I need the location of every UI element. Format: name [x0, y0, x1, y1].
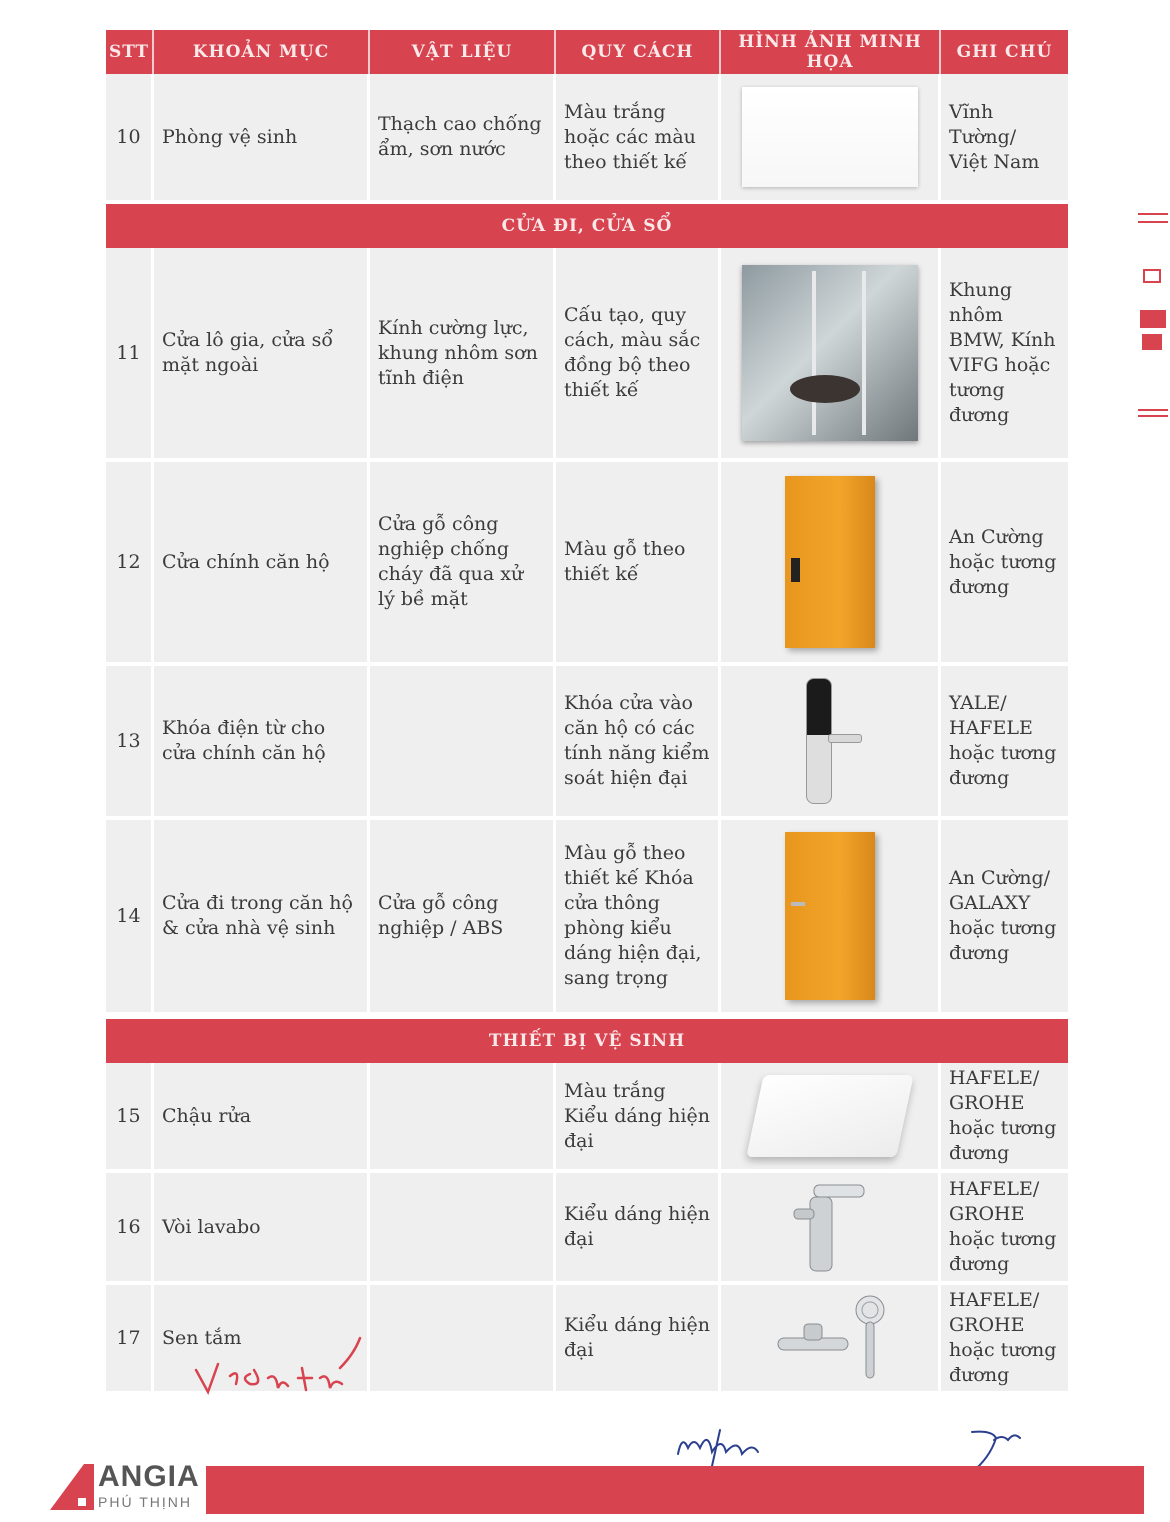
cell-image [721, 1285, 941, 1395]
cell-material: Kính cường lực, khung nhôm sơn tĩnh điện [370, 248, 556, 462]
header-material: VẬT LIỆU [370, 30, 556, 74]
cell-note: YALE/ HAFELE hoặc tương đương [941, 666, 1068, 820]
basin-image [746, 1075, 913, 1157]
cell-item: Cửa lô gia, cửa sổ mặt ngoài [154, 248, 370, 462]
cell-image [721, 1173, 941, 1285]
cell-material: Thạch cao chống ẩm, sơn nước [370, 74, 556, 204]
cell-note: HAFELE/ GROHE hoặc tương đương [941, 1063, 1068, 1173]
cell-item: Sen tắm [154, 1285, 370, 1395]
spec-table [106, 30, 1068, 1395]
cell-stt: 15 [106, 1063, 154, 1173]
table-row [106, 666, 1068, 820]
cell-stt: 12 [106, 462, 154, 666]
cell-spec: Kiểu dáng hiện đại [556, 1285, 721, 1395]
cell-spec: Màu trắng Kiểu dáng hiện đại [556, 1063, 721, 1173]
table-row [106, 74, 1068, 204]
cell-item: Cửa đi trong căn hộ & cửa nhà vệ sinh [154, 820, 370, 1016]
smart-lock-image [800, 678, 860, 804]
cell-note: Khung nhôm BMW, Kính VIFG hoặc tương đương [941, 248, 1068, 462]
cell-stt: 11 [106, 248, 154, 462]
cell-note: HAFELE/ GROHE hoặc tương đương [941, 1173, 1068, 1285]
cell-item: Cửa chính căn hộ [154, 462, 370, 666]
company-logo [50, 1460, 200, 1516]
cell-material [370, 1173, 556, 1285]
section-sanitary: THIẾT BỊ VỆ SINH [106, 1016, 1068, 1063]
cell-spec: Khóa cửa vào căn hộ có các tính năng kiểm soát hiện đại [556, 666, 721, 820]
table-header [106, 30, 1068, 74]
cell-stt: 14 [106, 820, 154, 1016]
cell-item: Phòng vệ sinh [154, 74, 370, 204]
section-header [106, 1016, 1068, 1063]
cell-stt: 16 [106, 1173, 154, 1285]
table-row [106, 1063, 1068, 1173]
cell-note: Vĩnh Tường/ Việt Nam [941, 74, 1068, 204]
cell-material [370, 666, 556, 820]
logo-brand: ANGIA [98, 1460, 200, 1493]
section-doors-windows: CỬA ĐI, CỬA SỔ [106, 204, 1068, 248]
header-note: GHI CHÚ [941, 30, 1068, 74]
header-item: KHOẢN MỤC [154, 30, 370, 74]
cell-image [721, 666, 941, 820]
cell-item: Chậu rửa [154, 1063, 370, 1173]
faucet-image [770, 1179, 890, 1275]
cell-image [721, 462, 941, 666]
main-door-image [785, 476, 875, 648]
footer-bar [206, 1466, 1144, 1514]
table-row [106, 462, 1068, 666]
cell-item: Khóa điện từ cho cửa chính căn hộ [154, 666, 370, 820]
cell-item: Vòi lavabo [154, 1173, 370, 1285]
cell-spec: Kiểu dáng hiện đại [556, 1173, 721, 1285]
cell-spec: Cấu tạo, quy cách, màu sắc đồng bộ theo thiết kế [556, 248, 721, 462]
cell-note: An Cường/ GALAXY hoặc tương đương [941, 820, 1068, 1016]
table-row [106, 1173, 1068, 1285]
cell-image [721, 820, 941, 1016]
cell-spec: Màu gỗ theo thiết kế [556, 462, 721, 666]
cell-note: HAFELE/ GROHE hoặc tương đương [941, 1285, 1068, 1395]
cell-material: Cửa gỗ công nghiệp / ABS [370, 820, 556, 1016]
header-stt: STT [106, 30, 154, 74]
table-row [106, 248, 1068, 462]
interior-door-image [785, 832, 875, 1000]
logo-subtitle: PHÚ THỊNH [98, 1494, 192, 1510]
cell-note: An Cường hoặc tương đương [941, 462, 1068, 666]
header-spec: QUY CÁCH [556, 30, 721, 74]
cell-spec: Màu trắng hoặc các màu theo thiết kế [556, 74, 721, 204]
cell-material: Cửa gỗ công nghiệp chống cháy đã qua xử lý bề mặt [370, 462, 556, 666]
signature-left [190, 1334, 370, 1396]
cell-stt: 17 [106, 1285, 154, 1395]
section-header [106, 204, 1068, 248]
cell-stt: 10 [106, 74, 154, 204]
header-image: HÌNH ẢNH MINH HỌA [721, 30, 941, 74]
cell-material [370, 1063, 556, 1173]
cell-spec: Màu gỗ theo thiết kế Khóa cửa thông phòng kiểu dáng hiện đại, sang trọng [556, 820, 721, 1016]
cell-material [370, 1285, 556, 1395]
table-row [106, 820, 1068, 1016]
red-stamp-edge [1134, 210, 1170, 420]
cell-image [721, 74, 941, 204]
shower-set-image [770, 1290, 890, 1386]
sliding-window-image [742, 265, 918, 441]
cell-stt: 13 [106, 666, 154, 820]
signature-middle [672, 1424, 782, 1468]
cell-image [721, 1063, 941, 1173]
ceiling-panel-image [742, 87, 918, 187]
cell-image [721, 248, 941, 462]
